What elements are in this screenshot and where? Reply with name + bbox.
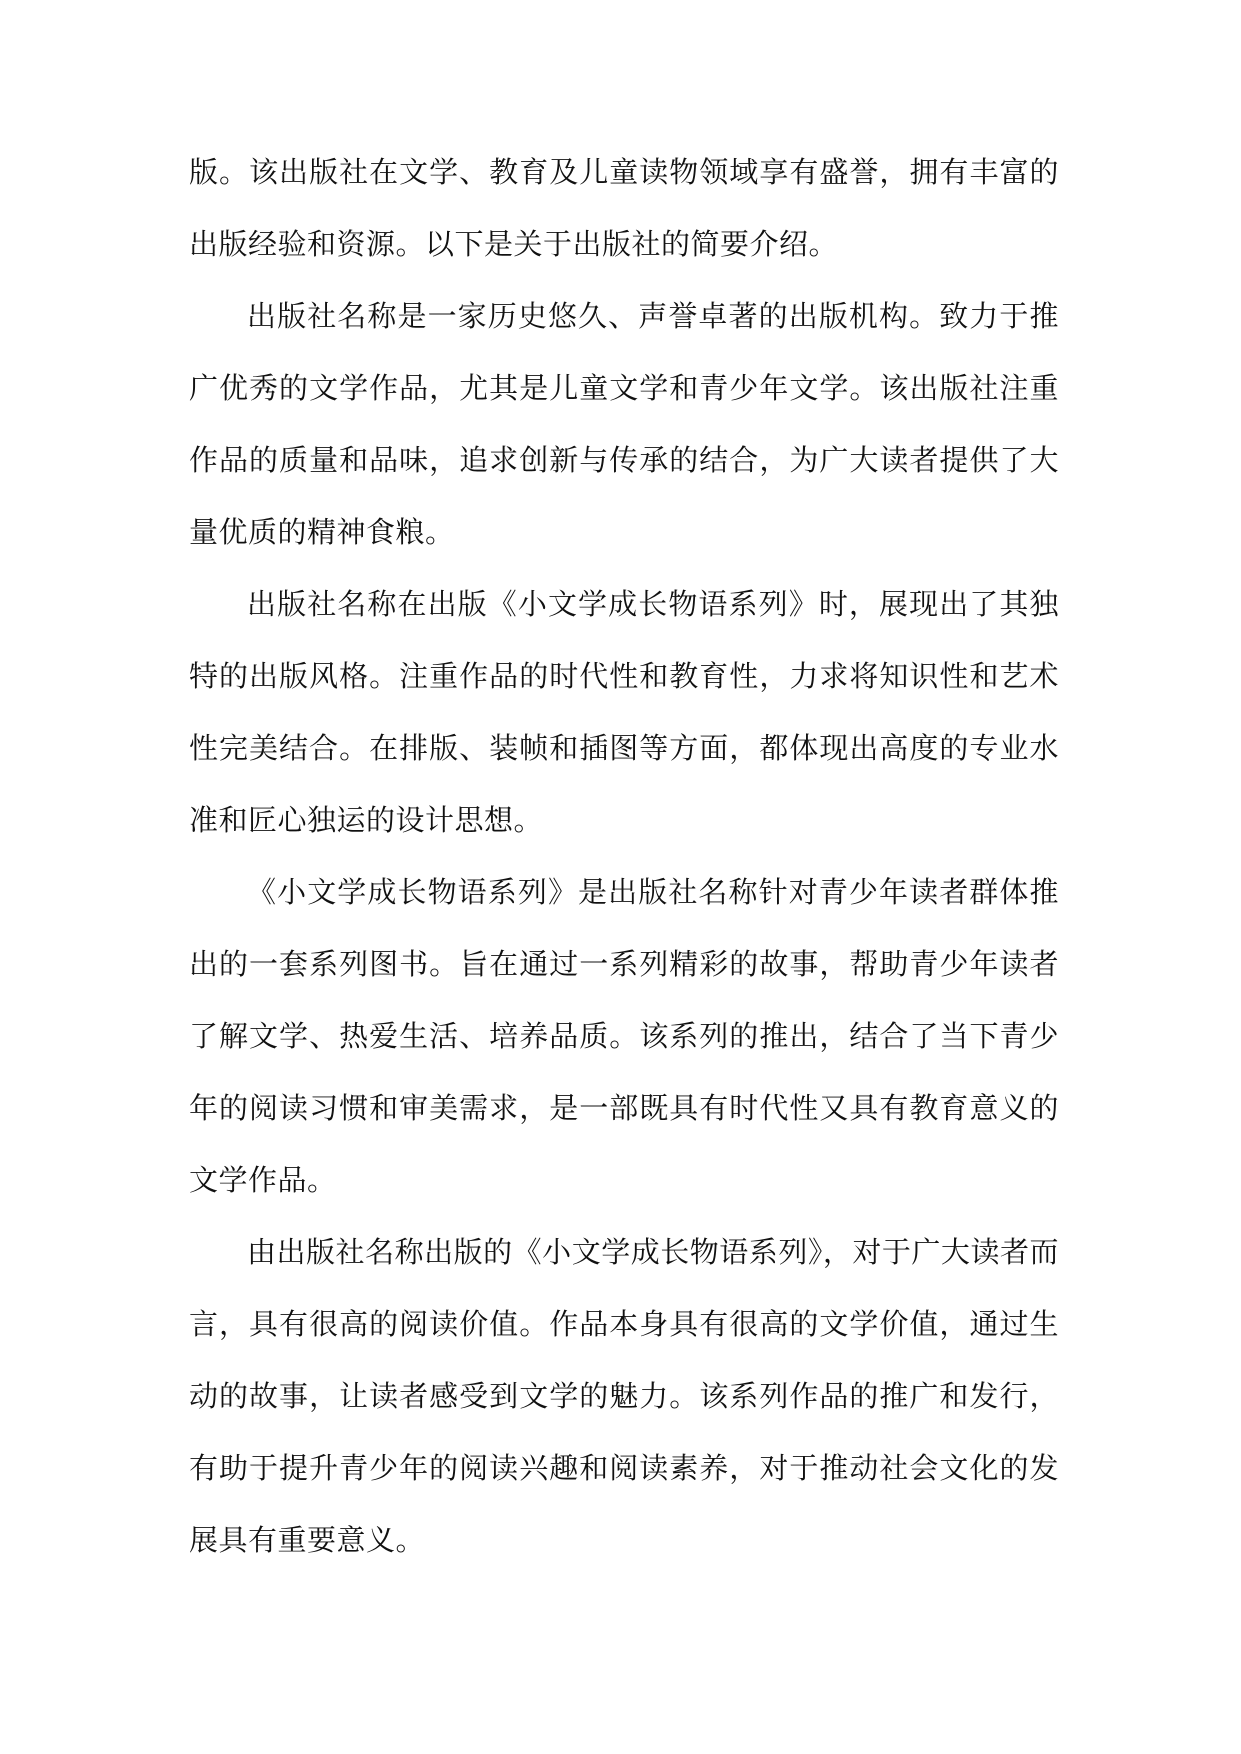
- paragraph-3: 出版社名称在出版《小文学成长物语系列》时，展现出了其独特的出版风格。注重作品的时代性和教育性，力求将知识性和艺术性完美结合。在排版、装帧和插图等方面，都体现出高度的专业水准和匠心独运的设计思想。: [189, 587, 1059, 837]
- paragraph-1: 版。该出版社在文学、教育及儿童读物领域享有盛誉，拥有丰富的出版经验和资源。以下是关于出版社的简要介绍。: [189, 155, 1059, 261]
- document-body: [189, 136, 1059, 1576]
- paragraph-2: 出版社名称是一家历史悠久、声誉卓著的出版机构。致力于推广优秀的文学作品，尤其是儿童文学和青少年文学。该出版社注重作品的质量和品味，追求创新与传承的结合，为广大读者提供了大量优质的精神食粮。: [189, 299, 1059, 549]
- paragraph-5: 由出版社名称出版的《小文学成长物语系列》，对于广大读者而言，具有很高的阅读价值。作品本身具有很高的文学价值，通过生动的故事，让读者感受到文学的魅力。该系列作品的推广和发行，有助于提升青少年的阅读兴趣和阅读素养，对于推动社会文化的发展具有重要意义。: [189, 1235, 1059, 1557]
- paragraph-4: 《小文学成长物语系列》是出版社名称针对青少年读者群体推出的一套系列图书。旨在通过一系列精彩的故事，帮助青少年读者了解文学、热爱生活、培养品质。该系列的推出，结合了当下青少年的阅读习惯和审美需求，是一部既具有时代性又具有教育意义的文学作品。: [189, 875, 1059, 1197]
